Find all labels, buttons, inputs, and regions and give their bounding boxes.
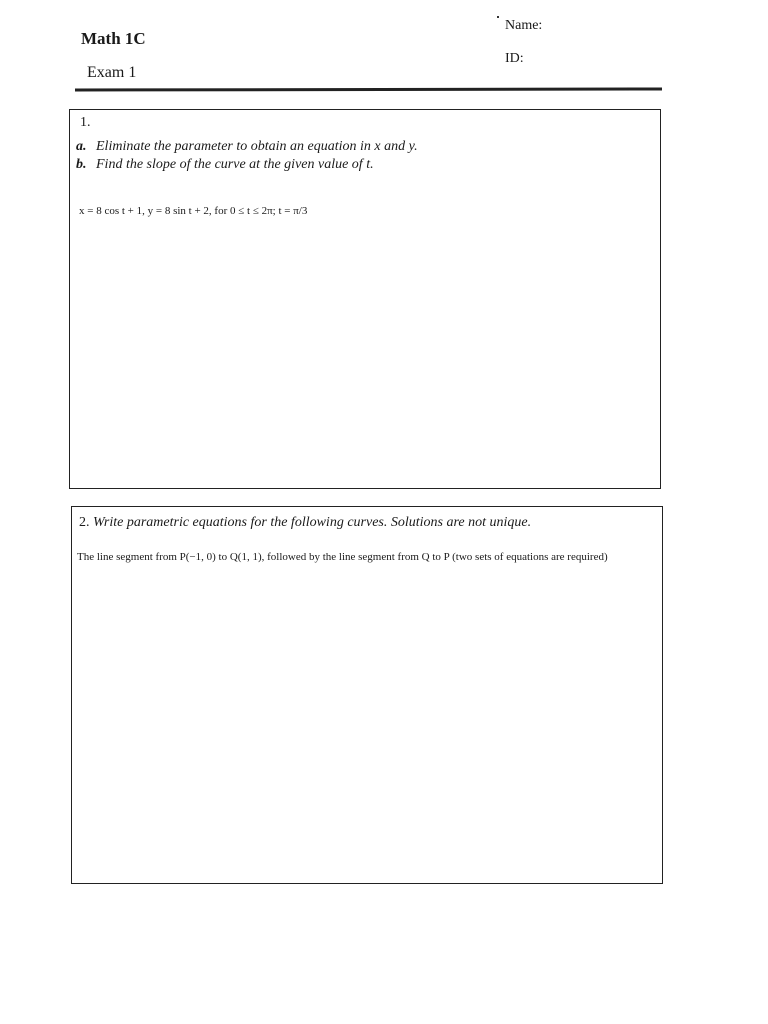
id-label: ID:: [505, 51, 524, 66]
question-2-prompt: The line segment from P(−1, 0) to Q(1, 1), followed by the line segment from Q to P (two sets of equations are required): [77, 551, 608, 563]
question-1-part-b: [76, 157, 374, 173]
question-2-number: 2.: [79, 515, 90, 530]
question-1-box: [69, 109, 661, 489]
question-1-number: 1.: [80, 115, 91, 130]
question-1-part-a: [76, 139, 418, 155]
header-rule: [75, 87, 662, 91]
course-title: Math 1C: [81, 29, 146, 48]
question-2-box: [71, 506, 663, 884]
exam-title: Exam 1: [87, 64, 137, 81]
question-2-instruction: Write parametric equations for the following curves. Solutions are not unique.: [93, 515, 532, 530]
part-b-text: Find the slope of the curve at the given value of t.: [96, 157, 374, 172]
name-label: Name:: [505, 18, 543, 33]
part-b-letter: b.: [76, 157, 87, 172]
stray-mark: [497, 16, 499, 18]
part-a-letter: a.: [76, 139, 87, 154]
question-2-title: [79, 515, 531, 531]
part-a-text: Eliminate the parameter to obtain an equation in x and y.: [96, 139, 418, 154]
question-1-equation: x = 8 cos t + 1, y = 8 sin t + 2, for 0 ≤ t ≤ 2π; t = π/3: [79, 205, 308, 217]
